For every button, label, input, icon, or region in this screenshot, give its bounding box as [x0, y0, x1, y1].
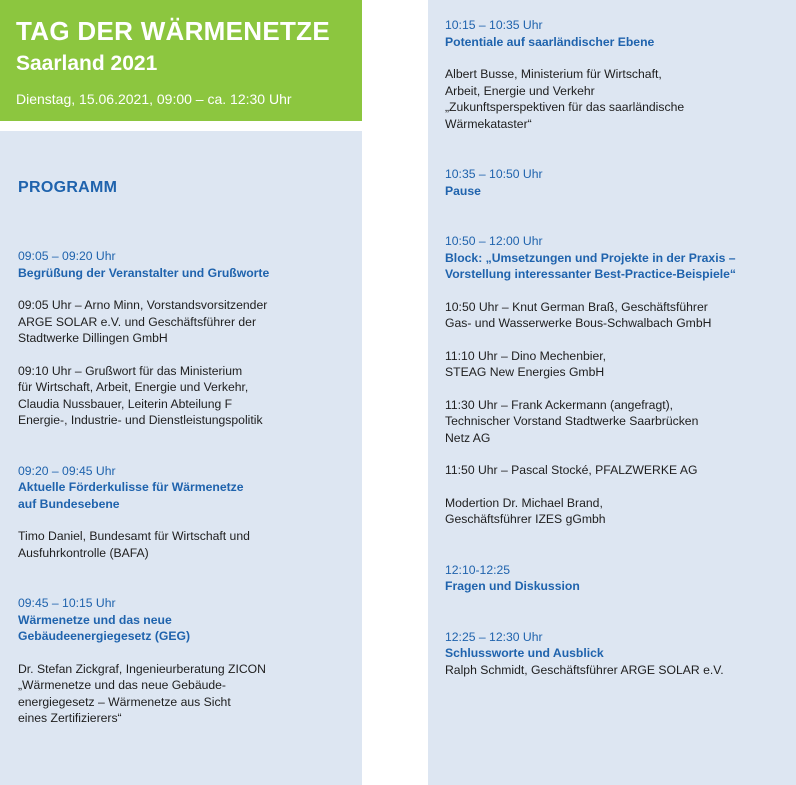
session-time: 10:35 – 10:50 Uhr [445, 167, 543, 181]
session-title: Aktuelle Förderkulisse für Wärmenetze [18, 480, 244, 494]
session-text: 09:10 Uhr – Grußwort für das Ministerium [18, 363, 243, 378]
session-time: 12:25 – 12:30 Uhr [445, 629, 543, 644]
session-text: 11:30 Uhr – Frank Ackermann (angefragt), [445, 397, 674, 412]
session-title: Vorstellung interessanter Best-Practice-Beispiele“ [445, 267, 737, 281]
session-text: energiegesetz – Wärmenetze aus Sicht [18, 694, 231, 709]
program-session [18, 248, 362, 429]
session-text: Claudia Nussbauer, Leiterin Abteilung F [18, 396, 233, 411]
session-title: Schlussworte und Ausblick [445, 646, 604, 660]
event-banner [0, 0, 362, 121]
program-session [445, 629, 796, 679]
session-text: Gas- und Wasserwerke Bous-Schwalbach GmbH [445, 316, 712, 330]
session-time: 09:05 – 09:20 Uhr [18, 249, 116, 263]
session-text: 09:05 Uhr – Arno Minn, Vorstandsvorsitzender [18, 298, 268, 312]
session-text: eines Zertifizierers“ [18, 711, 122, 725]
session-time: 10:50 – 12:00 Uhr [445, 234, 543, 248]
session-text: Ausfuhrkontrolle (BAFA) [18, 545, 149, 560]
session-title: Fragen und Diskussion [445, 579, 580, 593]
session-text: Geschäftsführer IZES gGmbh [445, 512, 606, 526]
session-title: Block: „Umsetzungen und Projekte in der Praxis – [445, 250, 736, 265]
session-title: Gebäudeenergiegesetz (GEG) [18, 629, 191, 643]
session-time: 09:20 – 09:45 Uhr [18, 463, 116, 478]
program-session [445, 233, 796, 528]
session-text: Timo Daniel, Bundesamt für Wirtschaft und [18, 529, 250, 543]
session-title: Potentiale auf saarländischer Ebene [445, 34, 655, 49]
session-text: Dr. Stefan Zickgraf, Ingenieurberatung ZICON [18, 661, 266, 676]
session-text: ARGE SOLAR e.V. und Geschäftsführer der [18, 314, 257, 329]
program-session [445, 17, 796, 132]
session-text: Albert Busse, Ministerium für Wirtschaft, [445, 67, 662, 81]
program-session [18, 463, 362, 562]
session-text: für Wirtschaft, Arbeit, Energie und Verkehr, [18, 380, 249, 394]
event-date: Dienstag, 15.06.2021, 09:00 – ca. 12:30 Uhr [16, 91, 292, 107]
program-session [18, 595, 362, 727]
session-title: Wärmenetze und das neue [18, 612, 172, 627]
session-text: 11:50 Uhr – Pascal Stocké, PFALZWERKE AG [445, 463, 698, 477]
session-time: 09:45 – 10:15 Uhr [18, 596, 116, 610]
session-text: 10:50 Uhr – Knut German Braß, Geschäftsführer [445, 299, 708, 314]
session-title: Begrüßung der Veranstalter und Grußworte [18, 265, 270, 280]
session-text: „Zukunftsperspektiven für das saarländische [445, 100, 685, 114]
session-time: 10:15 – 10:35 Uhr [445, 18, 543, 32]
program-session [445, 166, 796, 199]
event-subtitle: Saarland 2021 [16, 52, 158, 75]
session-title: auf Bundesebene [18, 496, 120, 511]
program-heading: PROGRAMM [18, 179, 118, 196]
session-time: 12:10-12:25 [445, 562, 511, 577]
session-text: Ralph Schmidt, Geschäftsführer ARGE SOLAR e.V. [445, 662, 724, 677]
program-session [445, 562, 796, 595]
program-column-right [428, 0, 796, 785]
event-title: TAG DER WÄRMENETZE [16, 16, 331, 46]
session-title: Pause [445, 183, 481, 198]
session-text: Arbeit, Energie und Verkehr [445, 83, 595, 98]
session-text: STEAG New Energies GmbH [445, 365, 605, 379]
session-text: „Wärmenetze und das neue Gebäude- [18, 678, 226, 692]
session-text: 11:10 Uhr – Dino Mechenbier, [445, 348, 607, 363]
session-text: Wärmekataster“ [445, 116, 532, 131]
program-column-left [0, 131, 362, 785]
session-text: Technischer Vorstand Stadtwerke Saarbrücken [445, 414, 699, 428]
session-text: Modertion Dr. Michael Brand, [445, 495, 603, 510]
session-text: Stadtwerke Dillingen GmbH [18, 331, 168, 345]
session-text: Netz AG [445, 430, 491, 445]
session-text: Energie-, Industrie- und Dienstleistungspolitik [18, 413, 263, 427]
